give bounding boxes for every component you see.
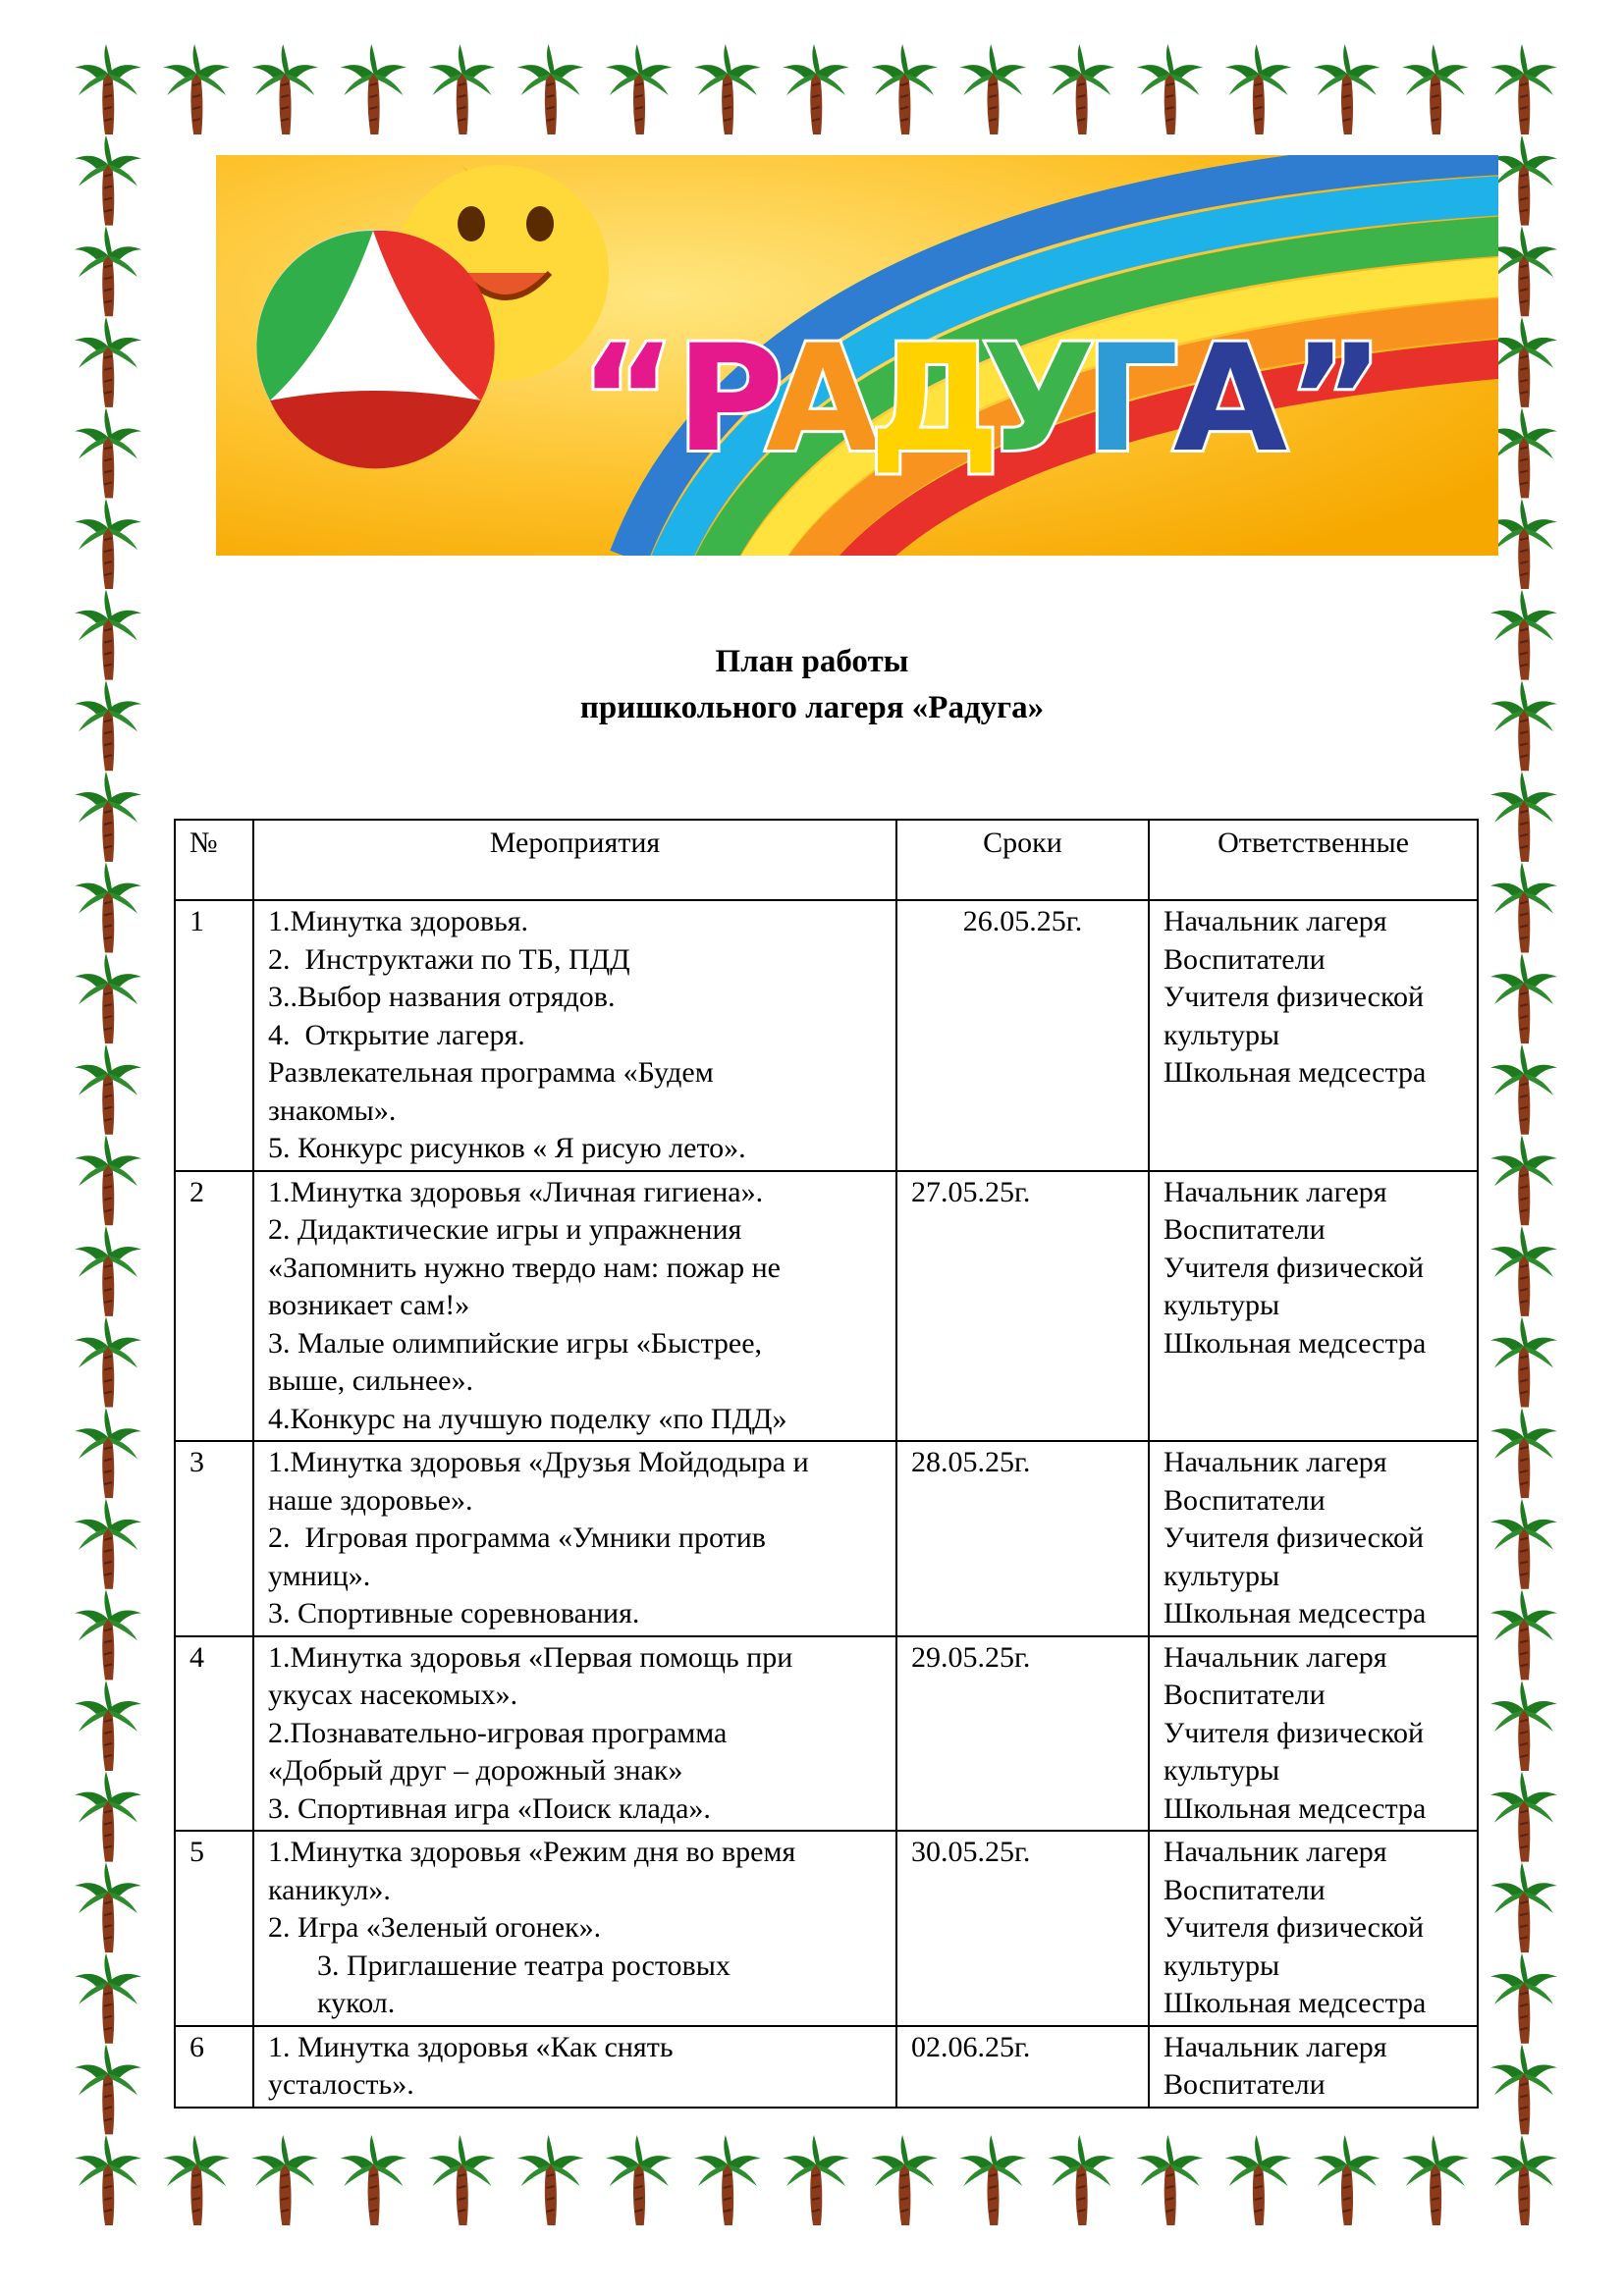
row-responsible xyxy=(1149,1441,1478,1636)
table-row xyxy=(175,900,1478,1171)
svg-text:А”: А” xyxy=(1173,314,1384,485)
palm-tree-icon xyxy=(75,1317,141,1408)
row-number: 4 xyxy=(175,1636,253,1832)
palm-tree-icon xyxy=(1490,499,1557,589)
palm-tree-icon xyxy=(1137,2135,1204,2225)
responsible-line: Воспитатели xyxy=(1164,1483,1326,1517)
palm-tree-icon xyxy=(75,407,141,498)
camp-banner xyxy=(216,155,1498,556)
palm-tree-icon xyxy=(251,2135,318,2225)
palm-tree-icon xyxy=(75,1135,141,1225)
palm-tree-icon xyxy=(75,1681,141,1771)
event-line: усталость». xyxy=(268,2068,414,2101)
palm-tree-icon xyxy=(75,135,141,226)
event-line: 1.Минутка здоровья «Первая помощь при xyxy=(268,1640,793,1674)
palm-tree-icon xyxy=(1314,2135,1380,2225)
responsible-line: Учителя физической xyxy=(1164,1522,1425,1554)
palm-tree-icon xyxy=(429,2135,496,2225)
responsible-line: Начальник лагеря xyxy=(1164,1446,1387,1478)
row-term: 29.05.25г. xyxy=(896,1636,1149,1832)
row-term: 02.06.25г. xyxy=(896,2026,1149,2108)
responsible-line: Школьная медсестра xyxy=(1164,1597,1427,1629)
event-line: 1.Минутка здоровья. xyxy=(268,905,529,937)
work-plan-table xyxy=(174,819,1479,2109)
event-line: 3. Приглашение театра ростовых xyxy=(317,1949,731,1982)
palm-tree-icon xyxy=(1490,1408,1557,1498)
responsible-line: Школьная медсестра xyxy=(1164,1056,1427,1089)
palm-tree-icon xyxy=(1402,2135,1469,2225)
palm-tree-icon xyxy=(1490,2044,1557,2134)
document-title: План работы xyxy=(715,644,909,679)
row-responsible xyxy=(1149,2026,1478,2108)
palm-tree-icon xyxy=(606,2135,673,2225)
palm-tree-icon xyxy=(75,1589,141,1680)
responsible-line: Школьная медсестра xyxy=(1164,1791,1427,1825)
palm-tree-icon xyxy=(251,44,318,134)
table-row xyxy=(175,1441,1478,1636)
event-line: 5. Конкурс рисунков « Я рисую лето». xyxy=(268,1132,746,1164)
row-number: 1 xyxy=(175,900,253,1171)
table-row xyxy=(175,1831,1478,2026)
palm-tree-icon xyxy=(694,2135,761,2225)
event-line: 1. Минутка здоровья «Как снять xyxy=(268,2030,674,2063)
responsible-line: Учителя физической xyxy=(1164,981,1425,1013)
responsible-line: Начальник лагеря xyxy=(1164,2030,1387,2063)
palm-tree-icon xyxy=(871,2135,938,2225)
palm-tree-icon xyxy=(1137,44,1204,134)
event-line: 4.Конкурс на лучшую поделку «по ПДД» xyxy=(268,1402,787,1435)
header-number: № xyxy=(175,820,253,900)
palm-tree-icon xyxy=(75,862,141,952)
event-line: 2. Игра «Зеленый огонек». xyxy=(268,1911,602,1944)
palm-tree-icon xyxy=(1490,1317,1557,1408)
row-responsible xyxy=(1149,1171,1478,1442)
responsible-line: Начальник лагеря xyxy=(1164,1175,1387,1208)
palm-tree-icon xyxy=(1490,1135,1557,1225)
palm-tree-icon xyxy=(1490,1953,1557,2044)
header-terms: Сроки xyxy=(896,820,1149,900)
event-line: «Добрый друг – дорожный знак» xyxy=(268,1754,683,1787)
event-line: 1.Минутка здоровья «Личная гигиена». xyxy=(268,1175,764,1208)
palm-tree-icon xyxy=(959,2135,1026,2225)
row-events xyxy=(253,1636,896,1832)
palm-tree-icon xyxy=(783,44,849,134)
event-line: 2. Инструктажи по ТБ, ПДД xyxy=(268,942,630,976)
palm-tree-icon xyxy=(959,44,1026,134)
row-responsible xyxy=(1149,1831,1478,2026)
row-term: 26.05.25г. xyxy=(896,900,1149,1171)
responsible-line: Воспитатели xyxy=(1164,1213,1326,1246)
row-responsible xyxy=(1149,1636,1478,1832)
event-line: возникает сам!» xyxy=(268,1289,470,1321)
event-line: Развлекательная программа «Будем xyxy=(268,1056,714,1089)
palm-tree-icon xyxy=(694,44,761,134)
palm-tree-icon xyxy=(75,317,141,407)
palm-tree-icon xyxy=(75,1862,141,1952)
responsible-line: культуры xyxy=(1164,1559,1280,1592)
row-responsible xyxy=(1149,900,1478,1171)
palm-tree-icon xyxy=(75,772,141,862)
responsible-line: Школьная медсестра xyxy=(1164,1326,1427,1360)
palm-tree-icon xyxy=(1490,407,1557,498)
palm-tree-icon xyxy=(75,1953,141,2044)
palm-tree-icon xyxy=(75,953,141,1043)
row-term: 27.05.25г. xyxy=(896,1171,1149,1442)
palm-tree-icon xyxy=(429,44,496,134)
table-row xyxy=(175,1636,1478,1832)
event-line: «Запомнить нужно твердо нам: пожар не xyxy=(268,1251,781,1284)
event-line: 1.Минутка здоровья «Режим дня во время xyxy=(268,1836,796,1868)
palm-tree-icon xyxy=(75,2135,141,2225)
svg-text:Д: Д xyxy=(869,314,1001,485)
palm-tree-icon xyxy=(1490,1226,1557,1316)
document-subtitle: пришкольного лагеря «Радуга» xyxy=(579,690,1045,725)
logo-text xyxy=(579,314,1384,485)
row-number: 5 xyxy=(175,1831,253,2026)
header-responsible: Ответственные xyxy=(1149,820,1478,900)
event-line: 2.Познавательно-игровая программа xyxy=(268,1716,728,1749)
palm-tree-icon xyxy=(75,1499,141,1589)
responsible-line: Учителя физической xyxy=(1164,1251,1425,1284)
palm-tree-icon xyxy=(1490,1044,1557,1135)
event-line: укусах насекомых». xyxy=(268,1679,518,1711)
responsible-line: Учителя физической xyxy=(1164,1716,1425,1749)
palm-tree-icon xyxy=(1490,1499,1557,1589)
row-events xyxy=(253,900,896,1171)
palm-tree-icon xyxy=(1490,953,1557,1043)
palm-tree-icon xyxy=(1048,44,1114,134)
responsible-line: культуры xyxy=(1164,1754,1280,1787)
responsible-line: Начальник лагеря xyxy=(1164,1640,1387,1674)
event-line: наше здоровье». xyxy=(268,1483,473,1517)
event-line: 2. Дидактические игры и упражнения xyxy=(268,1213,742,1246)
svg-text:А: А xyxy=(766,314,881,485)
responsible-line: Воспитатели xyxy=(1164,1873,1326,1906)
palm-tree-icon xyxy=(1490,2135,1557,2225)
palm-tree-icon xyxy=(606,44,673,134)
responsible-line: Школьная медсестра xyxy=(1164,1987,1427,2019)
palm-tree-icon xyxy=(1402,44,1469,134)
event-line: кукол. xyxy=(317,1987,396,2019)
palm-tree-icon xyxy=(1490,317,1557,407)
palm-tree-icon xyxy=(163,2135,230,2225)
palm-tree-icon xyxy=(75,1408,141,1498)
palm-tree-icon xyxy=(1048,2135,1114,2225)
responsible-line: Начальник лагеря xyxy=(1164,905,1387,937)
palm-tree-icon xyxy=(1314,44,1380,134)
palm-tree-icon xyxy=(1225,44,1292,134)
row-term: 28.05.25г. xyxy=(896,1441,1149,1636)
responsible-line: Воспитатели xyxy=(1164,942,1326,976)
palm-tree-icon xyxy=(517,2135,584,2225)
header-events: Мероприятия xyxy=(253,820,896,900)
responsible-line: культуры xyxy=(1164,1949,1280,1982)
palm-tree-icon xyxy=(1490,862,1557,952)
palm-tree-icon xyxy=(340,44,406,134)
svg-text:“Р: “Р xyxy=(579,314,785,485)
palm-tree-icon xyxy=(1490,772,1557,862)
table-row xyxy=(175,1171,1478,1442)
table-header-row xyxy=(175,820,1478,900)
row-number: 2 xyxy=(175,1171,253,1442)
palm-tree-icon xyxy=(783,2135,849,2225)
row-events xyxy=(253,1441,896,1636)
table-row xyxy=(175,2026,1478,2108)
palm-tree-icon xyxy=(1490,1681,1557,1771)
palm-tree-icon xyxy=(163,44,230,134)
palm-tree-icon xyxy=(1225,2135,1292,2225)
palm-tree-icon xyxy=(1490,1589,1557,1680)
palm-tree-icon xyxy=(75,1226,141,1316)
row-events xyxy=(253,2026,896,2108)
palm-tree-icon xyxy=(75,2044,141,2134)
row-number: 3 xyxy=(175,1441,253,1636)
row-number: 6 xyxy=(175,2026,253,2108)
beach-ball-icon xyxy=(256,231,494,468)
event-line: каникул». xyxy=(268,1873,391,1906)
palm-tree-icon xyxy=(340,2135,406,2225)
responsible-line: Воспитатели xyxy=(1164,1679,1326,1711)
palm-tree-icon xyxy=(75,1772,141,1862)
event-line: 2. Игровая программа «Умники против xyxy=(268,1522,766,1554)
event-line: умниц». xyxy=(268,1559,371,1592)
event-line: 3. Спортивная игра «Поиск клада». xyxy=(268,1791,711,1825)
palm-tree-icon xyxy=(1490,135,1557,226)
event-line: 3..Выбор названия отрядов. xyxy=(268,981,616,1013)
responsible-line: Учителя физической xyxy=(1164,1911,1425,1944)
event-line: 1.Минутка здоровья «Друзья Мойдодыра и xyxy=(268,1446,809,1478)
palm-tree-icon xyxy=(75,44,141,134)
event-line: 4. Открытие лагеря. xyxy=(268,1018,525,1051)
row-events xyxy=(253,1831,896,2026)
event-line: знакомы». xyxy=(268,1094,397,1127)
event-line: 3. Малые олимпийские игры «Быстрее, xyxy=(268,1326,763,1360)
palm-tree-icon xyxy=(75,226,141,316)
row-term: 30.05.25г. xyxy=(896,1831,1149,2026)
responsible-line: Начальник лагеря xyxy=(1164,1836,1387,1868)
svg-text:Г: Г xyxy=(1085,314,1179,485)
responsible-line: Воспитатели xyxy=(1164,2068,1326,2101)
event-line: выше, сильнее». xyxy=(268,1364,473,1397)
row-events xyxy=(253,1171,896,1442)
responsible-line: культуры xyxy=(1164,1018,1280,1051)
event-line: 3. Спортивные соревнования. xyxy=(268,1597,640,1629)
palm-tree-icon xyxy=(75,499,141,589)
responsible-line: культуры xyxy=(1164,1289,1280,1321)
palm-tree-icon xyxy=(1490,226,1557,316)
palm-tree-icon xyxy=(1490,1772,1557,1862)
svg-text:У: У xyxy=(982,314,1096,485)
palm-tree-icon xyxy=(871,44,938,134)
palm-tree-icon xyxy=(1490,1862,1557,1952)
palm-tree-icon xyxy=(517,44,584,134)
palm-tree-icon xyxy=(75,1044,141,1135)
palm-tree-icon xyxy=(1490,44,1557,134)
